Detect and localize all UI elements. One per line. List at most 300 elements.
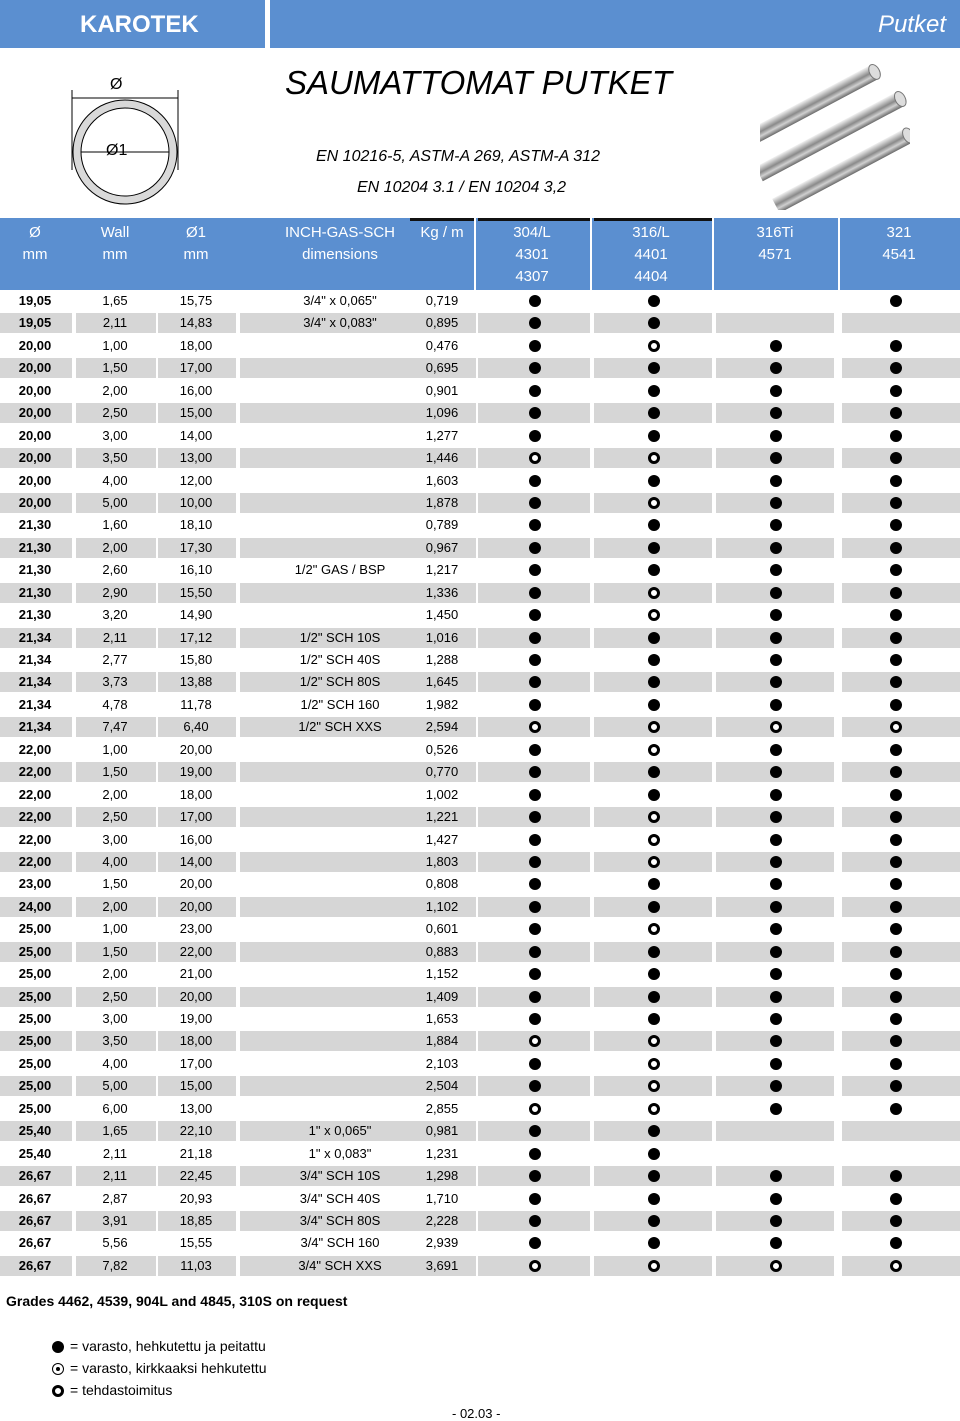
table-row: [0, 425, 960, 447]
wall-cell: 2,50: [102, 405, 128, 421]
filled-dot-icon: [529, 497, 541, 509]
outer-diameter-cell: 21,30: [18, 517, 52, 533]
inner-diameter-cell: 18,00: [179, 337, 213, 353]
outer-diameter-cell: 24,00: [18, 898, 52, 914]
filled-dot-icon: [890, 430, 902, 442]
column-header-line: Kg / m: [420, 224, 464, 241]
column-header-line: 4307: [515, 268, 549, 285]
filled-dot-icon: [890, 1193, 902, 1205]
outer-diameter-cell: 21,30: [18, 607, 52, 623]
filled-dot-icon: [648, 968, 660, 980]
inner-diameter-cell: 15,80: [179, 652, 213, 667]
inner-diameter-cell: 19,00: [179, 1011, 213, 1026]
filled-dot-icon: [529, 430, 541, 442]
inch-dimension-cell: 1/2" SCH 40S: [299, 652, 381, 667]
table-row: [0, 627, 960, 649]
filled-dot-icon: [529, 991, 541, 1003]
table-row: [0, 1098, 960, 1120]
inch-dimension-cell: [270, 1075, 410, 1097]
filled-dot-icon: [529, 1215, 541, 1227]
filled-dot-icon: [890, 991, 902, 1003]
inch-dimension-cell: [270, 492, 410, 514]
filled-dot-icon: [890, 1237, 902, 1249]
wall-cell: 2,11: [102, 315, 128, 331]
weight-cell: 1,288: [425, 652, 459, 667]
standards-line-1: EN 10216-5, ASTM-A 269, ASTM-A 312: [316, 148, 600, 165]
filled-dot-icon: [529, 654, 541, 666]
outer-diameter-cell: 25,00: [18, 1078, 52, 1094]
table-row: [0, 873, 960, 895]
filled-dot-icon: [529, 878, 541, 890]
filled-dot-icon: [648, 991, 660, 1003]
inner-diameter-cell: 16,00: [179, 382, 213, 398]
wall-cell: 3,91: [102, 1212, 128, 1228]
weight-cell: 1,884: [425, 1033, 459, 1049]
inch-dimension-cell: [270, 986, 410, 1008]
table-row: [0, 1008, 960, 1030]
inch-dimension-cell: 1" x 0,083": [308, 1145, 372, 1161]
legend-text: = varasto, kirkkaaksi hehkutettu: [70, 1360, 267, 1376]
outer-diameter-cell: 25,40: [18, 1145, 52, 1161]
inner-diameter-cell: 20,00: [179, 988, 213, 1004]
filled-dot-icon: [770, 1103, 782, 1115]
filled-dot-icon: [770, 991, 782, 1003]
inner-diameter-cell: 11,03: [180, 1257, 212, 1273]
table-row: [0, 1075, 960, 1097]
filled-dot-icon: [890, 1058, 902, 1070]
ring-icon: [648, 923, 660, 935]
column-header-line: mm: [102, 246, 128, 263]
filled-dot-icon: [890, 856, 902, 868]
inner-diameter-cell: 18,10: [179, 517, 213, 533]
filled-dot-icon: [648, 1148, 660, 1160]
filled-dot-icon: [770, 542, 782, 554]
ring-icon: [648, 609, 660, 621]
filled-dot-icon: [770, 1013, 782, 1025]
weight-cell: 1,446: [425, 450, 459, 466]
column-header-line: Ø: [29, 224, 41, 241]
inner-diameter-cell: 20,00: [179, 741, 213, 757]
filled-dot-icon: [890, 632, 902, 644]
filled-dot-icon: [648, 1215, 660, 1227]
inch-dimension-cell: 1/2" SCH XXS: [298, 719, 382, 735]
filled-dot-icon: [529, 632, 541, 644]
inner-diameter-cell: 15,55: [179, 1235, 213, 1251]
filled-dot-icon: [890, 789, 902, 801]
filled-dot-icon: [770, 340, 782, 352]
filled-dot-icon: [648, 654, 660, 666]
filled-dot-icon: [529, 1058, 541, 1070]
ring-icon: [648, 811, 660, 823]
wall-cell: 2,77: [102, 652, 128, 667]
inner-diameter-cell: 20,93: [179, 1190, 213, 1206]
outer-diameter-cell: 19,05: [18, 293, 52, 308]
filled-dot-icon: [890, 542, 902, 554]
filled-dot-icon: [648, 878, 660, 890]
inch-dimension-cell: 3/4" x 0,083": [303, 315, 377, 331]
wall-cell: 7,82: [102, 1257, 128, 1273]
table-row: [0, 492, 960, 514]
outer-diameter-cell: 25,00: [18, 966, 52, 982]
outer-diameter-cell: 25,00: [18, 1100, 52, 1116]
outer-diameter-cell: 21,34: [18, 652, 52, 667]
wall-cell: 2,00: [102, 382, 128, 398]
wall-cell: 1,50: [102, 943, 128, 959]
outer-diameter-cell: 20,00: [18, 337, 52, 353]
inner-diameter-cell: 21,18: [179, 1145, 213, 1161]
filled-dot-icon: [648, 542, 660, 554]
filled-dot-icon: [770, 789, 782, 801]
inner-diameter-cell: 15,00: [179, 405, 213, 421]
filled-dot-icon: [890, 744, 902, 756]
ring-icon: [648, 856, 660, 868]
table-row: [0, 918, 960, 940]
header-accent: [410, 218, 474, 221]
outer-diameter-cell: 20,00: [18, 450, 52, 466]
weight-cell: 1,982: [425, 696, 459, 712]
filled-dot-icon: [648, 519, 660, 531]
table-row: [0, 312, 960, 334]
filled-dot-icon: [770, 564, 782, 576]
inner-diameter-cell: 22,00: [179, 943, 213, 959]
ring-icon: [648, 834, 660, 846]
table-row: [0, 380, 960, 402]
inner-diameter-cell: 16,10: [179, 562, 213, 578]
filled-dot-icon: [648, 946, 660, 958]
wall-cell: 3,20: [102, 607, 128, 623]
ring-icon: [529, 452, 541, 464]
filled-dot-icon: [770, 968, 782, 980]
outer-diameter-cell: 20,00: [18, 405, 52, 421]
inch-dimension-cell: [270, 1008, 410, 1030]
filled-dot-icon: [890, 385, 902, 397]
outer-diameter-cell: 21,34: [18, 696, 52, 712]
wall-cell: 1,50: [102, 764, 128, 780]
inch-dimension-cell: 3/4" SCH 40S: [299, 1190, 381, 1206]
wall-cell: 2,50: [102, 809, 128, 825]
weight-cell: 1,217: [425, 562, 459, 578]
filled-dot-icon: [770, 632, 782, 644]
outer-diameter-cell: 21,34: [18, 674, 52, 690]
grades-note: Grades 4462, 4539, 904L and 4845, 310S on request: [6, 1293, 348, 1309]
wall-cell: 3,50: [102, 450, 128, 466]
filled-dot-icon: [890, 475, 902, 487]
column-header-line: mm: [22, 246, 48, 263]
ring-icon: [890, 1260, 902, 1272]
weight-cell: 0,770: [425, 764, 459, 780]
weight-cell: 1,002: [425, 786, 459, 802]
weight-cell: 1,231: [425, 1145, 459, 1161]
table-row: [0, 1053, 960, 1075]
inner-diameter-cell: 15,50: [179, 584, 213, 600]
wall-cell: 1,50: [102, 876, 128, 892]
outer-diameter-cell: 25,00: [18, 1055, 52, 1071]
inner-diameter-cell: 11,78: [180, 696, 212, 712]
filled-dot-icon: [648, 385, 660, 397]
weight-cell: 1,653: [425, 1011, 459, 1026]
outer-diameter-cell: 19,05: [18, 315, 52, 331]
ring-icon: [648, 1103, 660, 1115]
table-row: [0, 582, 960, 604]
filled-dot-icon: [770, 1237, 782, 1249]
filled-dot-icon: [890, 452, 902, 464]
wall-cell: 3,00: [102, 1011, 128, 1026]
column-header-line: INCH-GAS-SCH: [284, 224, 395, 241]
inch-dimension-cell: 1/2" SCH 80S: [299, 674, 381, 690]
inch-dimension-cell: [270, 470, 410, 492]
filled-dot-icon: [890, 878, 902, 890]
filled-dot-icon: [529, 564, 541, 576]
outer-diameter-cell: 23,00: [18, 876, 52, 892]
outer-diameter-cell: 22,00: [18, 853, 52, 869]
filled-dot-icon: [529, 1193, 541, 1205]
inch-dimension-cell: [270, 784, 410, 806]
filled-dot-icon: [648, 430, 660, 442]
filled-dot-icon: [529, 744, 541, 756]
filled-dot-icon: [770, 946, 782, 958]
outer-diameter-cell: 25,00: [18, 1033, 52, 1049]
filled-dot-icon: [770, 519, 782, 531]
filled-dot-icon: [770, 654, 782, 666]
filled-dot-icon: [890, 497, 902, 509]
inch-dimension-cell: [270, 1098, 410, 1120]
table-row: [0, 671, 960, 693]
inch-dimension-cell: 1/2" SCH 160: [300, 696, 380, 712]
inch-dimension-cell: [270, 761, 410, 783]
ring-icon: [529, 1103, 541, 1115]
filled-dot-icon: [770, 385, 782, 397]
weight-cell: 1,450: [425, 607, 459, 623]
column-header-line: 304/L: [513, 224, 551, 241]
row-shading: [716, 313, 834, 333]
bullseye-icon: [52, 1363, 64, 1375]
weight-cell: 1,221: [425, 809, 459, 825]
outer-diameter-cell: 20,00: [18, 427, 52, 443]
filled-dot-icon: [890, 811, 902, 823]
wall-cell: 5,00: [102, 1078, 128, 1094]
wall-cell: 2,87: [102, 1190, 128, 1206]
page-number: - 02.03 -: [452, 1406, 501, 1421]
table-row: [0, 761, 960, 783]
weight-cell: 0,808: [425, 876, 459, 892]
weight-cell: 0,981: [425, 1123, 459, 1139]
inch-dimension-cell: [270, 873, 410, 895]
filled-dot-icon: [770, 834, 782, 846]
filled-dot-icon: [648, 789, 660, 801]
table-row: [0, 694, 960, 716]
weight-cell: 1,710: [425, 1190, 459, 1206]
inch-dimension-cell: [270, 941, 410, 963]
inner-diameter-cell: 18,00: [179, 786, 213, 802]
table-row: [0, 896, 960, 918]
legend-text: = varasto, hehkutettu ja peitattu: [70, 1338, 266, 1354]
filled-dot-icon: [770, 475, 782, 487]
weight-cell: 0,719: [425, 293, 459, 308]
wall-cell: 6,00: [102, 1100, 128, 1116]
table-row: [0, 604, 960, 626]
wall-cell: 1,65: [102, 293, 128, 308]
filled-dot-icon: [770, 430, 782, 442]
weight-cell: 1,645: [425, 674, 459, 690]
column-header-line: mm: [183, 246, 209, 263]
filled-dot-icon: [890, 654, 902, 666]
table-row: [0, 1120, 960, 1142]
filled-dot-icon: [648, 901, 660, 913]
outer-diameter-cell: 26,67: [18, 1257, 52, 1273]
wall-cell: 4,78: [102, 696, 128, 712]
inner-diameter-cell: 17,00: [179, 360, 213, 376]
page-title: SAUMATTOMAT PUTKET: [285, 64, 672, 101]
filled-dot-icon: [770, 587, 782, 599]
outer-diameter-label: Ø: [110, 76, 123, 93]
inner-diameter-cell: 23,00: [179, 921, 213, 937]
weight-cell: 2,855: [425, 1100, 459, 1116]
filled-dot-icon: [529, 901, 541, 913]
table-header: [0, 218, 960, 290]
weight-cell: 0,601: [425, 921, 459, 937]
inch-dimension-cell: [270, 604, 410, 626]
filled-dot-icon: [529, 789, 541, 801]
filled-dot-icon: [770, 1170, 782, 1182]
legend-text: = tehdastoimitus: [70, 1382, 173, 1398]
table-row: [0, 941, 960, 963]
inner-diameter-cell: 17,12: [179, 629, 213, 645]
weight-cell: 3,691: [425, 1257, 459, 1273]
inch-dimension-cell: 1" x 0,065": [308, 1123, 372, 1139]
filled-dot-icon: [529, 475, 541, 487]
filled-dot-icon: [529, 856, 541, 868]
filled-dot-icon: [890, 609, 902, 621]
weight-cell: 2,939: [425, 1235, 459, 1251]
filled-dot-icon: [529, 811, 541, 823]
filled-dot-icon: [529, 609, 541, 621]
inch-dimension-cell: [270, 514, 410, 536]
filled-dot-icon: [648, 1170, 660, 1182]
ring-icon: [529, 1260, 541, 1272]
ring-icon: [648, 452, 660, 464]
inch-dimension-cell: 3/4" SCH 80S: [299, 1212, 381, 1228]
inner-diameter-cell: 20,00: [179, 876, 213, 892]
weight-cell: 2,103: [425, 1055, 459, 1071]
wall-cell: 1,00: [102, 337, 128, 353]
wall-cell: 7,47: [102, 719, 128, 735]
inch-dimension-cell: 3/4" SCH 10S: [299, 1168, 381, 1184]
filled-dot-icon: [890, 340, 902, 352]
ring-icon: [770, 1260, 782, 1272]
weight-cell: 1,298: [425, 1168, 459, 1184]
table-row: [0, 470, 960, 492]
wall-cell: 3,00: [102, 831, 128, 847]
inch-dimension-cell: 3/4" SCH 160: [300, 1235, 380, 1251]
filled-dot-icon: [890, 901, 902, 913]
wall-cell: 4,00: [102, 853, 128, 869]
outer-diameter-cell: 26,67: [18, 1212, 52, 1228]
weight-cell: 0,476: [425, 337, 459, 353]
filled-dot-icon: [890, 1170, 902, 1182]
filled-dot-icon: [770, 1058, 782, 1070]
inch-dimension-cell: [270, 963, 410, 985]
inner-diameter-cell: 15,75: [179, 293, 213, 308]
filled-dot-icon: [648, 1193, 660, 1205]
ring-icon: [648, 340, 660, 352]
wall-cell: 4,00: [102, 472, 128, 488]
column-header-line: 4404: [634, 268, 668, 285]
filled-dot-icon: [529, 1013, 541, 1025]
inner-diameter-cell: 18,85: [179, 1212, 213, 1228]
inner-diameter-cell: 14,00: [179, 853, 213, 869]
inner-diameter-cell: 10,00: [179, 494, 213, 510]
row-shading: [842, 313, 960, 333]
inner-diameter-cell: 6,40: [183, 719, 209, 735]
filled-dot-icon: [890, 1215, 902, 1227]
outer-diameter-cell: 21,30: [18, 562, 52, 578]
inch-dimension-cell: 3/4" SCH XXS: [298, 1257, 382, 1273]
filled-dot-icon: [529, 340, 541, 352]
inch-dimension-cell: [270, 582, 410, 604]
filled-dot-icon: [529, 542, 541, 554]
inch-dimension-cell: [270, 918, 410, 940]
inner-diameter-cell: 13,00: [179, 1100, 213, 1116]
wall-cell: 1,00: [102, 741, 128, 757]
inner-diameter-cell: 13,00: [179, 450, 213, 466]
table-row: [0, 1232, 960, 1254]
filled-dot-icon: [770, 1215, 782, 1227]
filled-dot-icon: [770, 497, 782, 509]
outer-diameter-cell: 26,67: [18, 1190, 52, 1206]
weight-cell: 1,803: [425, 853, 459, 869]
table-row: [0, 1143, 960, 1165]
outer-diameter-cell: 20,00: [18, 382, 52, 398]
ring-icon: [648, 1260, 660, 1272]
weight-cell: 0,695: [425, 360, 459, 376]
outer-diameter-cell: 25,00: [18, 1011, 52, 1026]
column-header-line: Ø1: [185, 224, 206, 241]
filled-dot-icon: [890, 946, 902, 958]
column-header-line: 4301: [515, 246, 549, 263]
filled-dot-icon: [770, 901, 782, 913]
outer-diameter-cell: 25,00: [18, 921, 52, 937]
column-header-line: 4571: [758, 246, 792, 263]
inner-diameter-cell: 22,45: [179, 1168, 213, 1184]
wall-cell: 1,50: [102, 360, 128, 376]
inch-dimension-cell: 1/2" GAS / BSP: [294, 562, 386, 578]
wall-cell: 1,60: [102, 517, 128, 533]
inner-diameter-cell: 17,00: [179, 809, 213, 825]
column-header-line: 4401: [634, 246, 668, 263]
brand-name: KAROTEK: [80, 11, 199, 38]
table-row: [0, 1188, 960, 1210]
column-header-line: 316/L: [632, 224, 670, 241]
inch-dimension-cell: [270, 896, 410, 918]
inner-diameter-cell: 20,00: [179, 898, 213, 914]
filled-dot-icon: [529, 946, 541, 958]
filled-dot-icon: [890, 1013, 902, 1025]
filled-dot-icon: [890, 564, 902, 576]
header-accent: [478, 218, 590, 221]
weight-cell: 0,883: [425, 943, 459, 959]
table-row: [0, 851, 960, 873]
filled-dot-icon: [770, 744, 782, 756]
wall-cell: 2,11: [102, 1145, 128, 1161]
filled-dot-icon: [529, 385, 541, 397]
outer-diameter-cell: 25,00: [18, 988, 52, 1004]
outer-diameter-cell: 22,00: [18, 809, 52, 825]
filled-dot-icon: [770, 811, 782, 823]
inch-dimension-cell: [270, 402, 410, 424]
weight-cell: 1,878: [425, 494, 459, 510]
inch-dimension-cell: [270, 357, 410, 379]
filled-dot-icon: [770, 699, 782, 711]
